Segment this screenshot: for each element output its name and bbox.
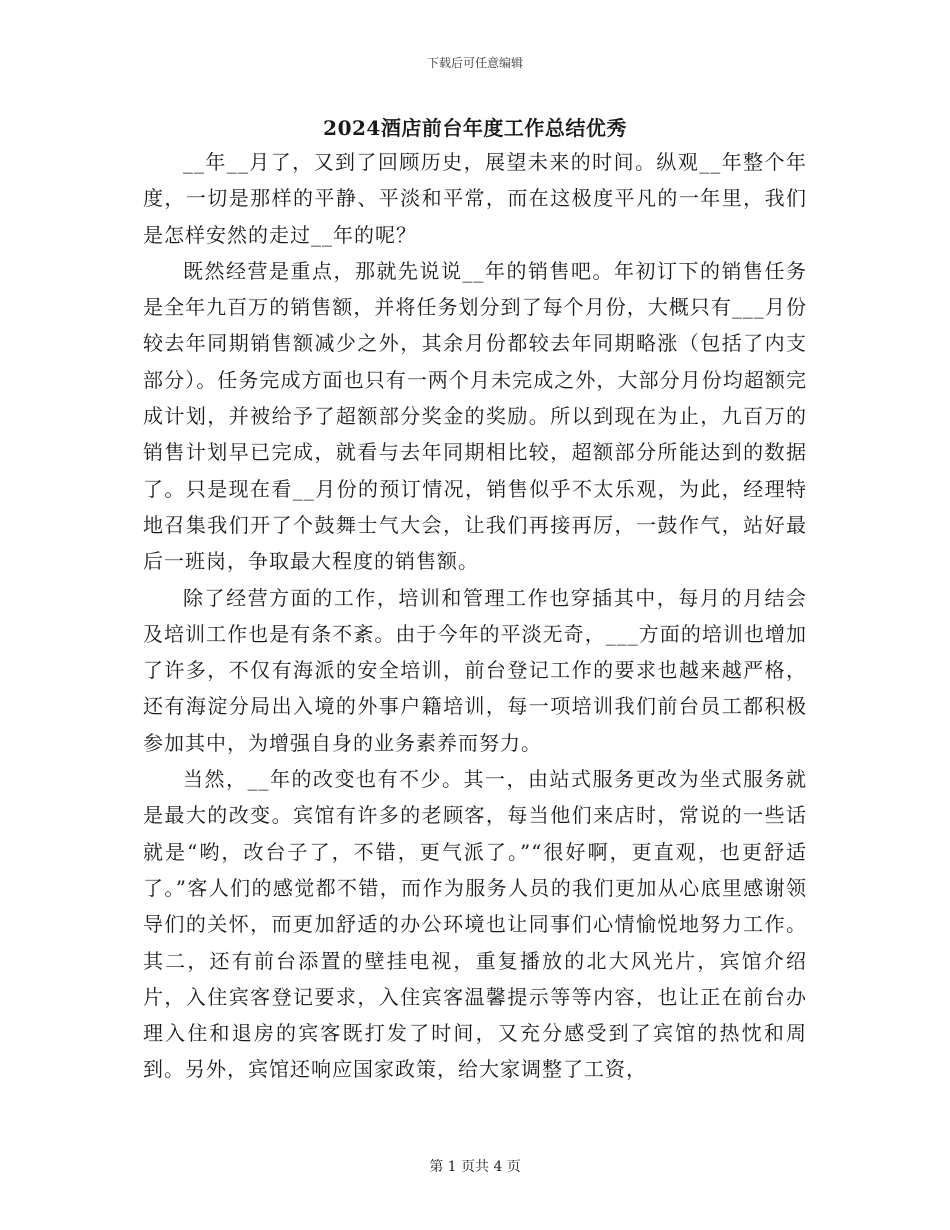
document-body [143, 144, 807, 1088]
paragraph-1: __年__月了，又到了回顾历史，展望未来的时间。纵观__年整个年度，一切是那样的平静、平淡和平常，而在这极度平凡的一年里，我们是怎样安然的走过__年的呢？ [143, 150, 807, 247]
header-note: 下载后可任意编辑 [426, 56, 523, 70]
page-footer: 第 1 页共 4 页 [429, 1159, 521, 1175]
paragraph-3: 除了经营方面的工作，培训和管理工作也穿插其中，每月的月结会及培训工作也是有条不紊。由于今年的平淡无奇，___方面的培训也增加了许多，不仅有海派的安全培训，前台登记工作的要求也越来越严格，还有海淀分局出入境的外事户籍培训，每一项培训我们前台员工都积极参加其中，为增强自身的业务素养而努力。 [143, 585, 807, 755]
paragraph-4: 当然，__年的改变也有不少。其一，由站式服务更改为坐式服务就是最大的改变。宾馆有许多的老顾客，每当他们来店时，常说的一些话就是“哟，改台子了，不错，更气派了。”“很好啊，更直观，也更舒适了。”客人们的感觉都不错，而作为服务人员的我们更加从心底里感谢领导们的关怀，而更加舒适的办公环境也让同事们心情愉悦地努力工作。其二，还有前台添置的壁挂电视，重复播放的北大风光片，宾馆介绍片，入住宾客登记要求，入住宾客温馨提示等等内容，也让正在前台办理入住和退房的宾客既打发了时间，又充分感受到了宾馆的热忱和周到。另外，宾馆还响应国家政策，给大家调整了工资， [143, 767, 807, 1082]
document-title: 2024酒店前台年度工作总结优秀 [323, 116, 627, 140]
paragraph-2: 既然经营是重点，那就先说说__年的销售吧。年初订下的销售任务是全年九百万的销售额，并将任务划分到了每个月份，大概只有___月份较去年同期销售额减少之外，其余月份都较去年同期略涨（包括了内支部分）。任务完成方面也只有一两个月未完成之外，大部分月份均超额完成计划，并被给予了超额部分奖金的奖励。所以到现在为止，九百万的销售计划早已完成，就看与去年同期相比较，超额部分所能达到的数据了。只是现在看__月份的预订情况，销售似乎不太乐观，为此，经理特地召集我们开了个鼓舞士气大会，让我们再接再厉，一鼓作气，站好最后一班岗，争取最大程度的销售额。 [143, 258, 807, 574]
